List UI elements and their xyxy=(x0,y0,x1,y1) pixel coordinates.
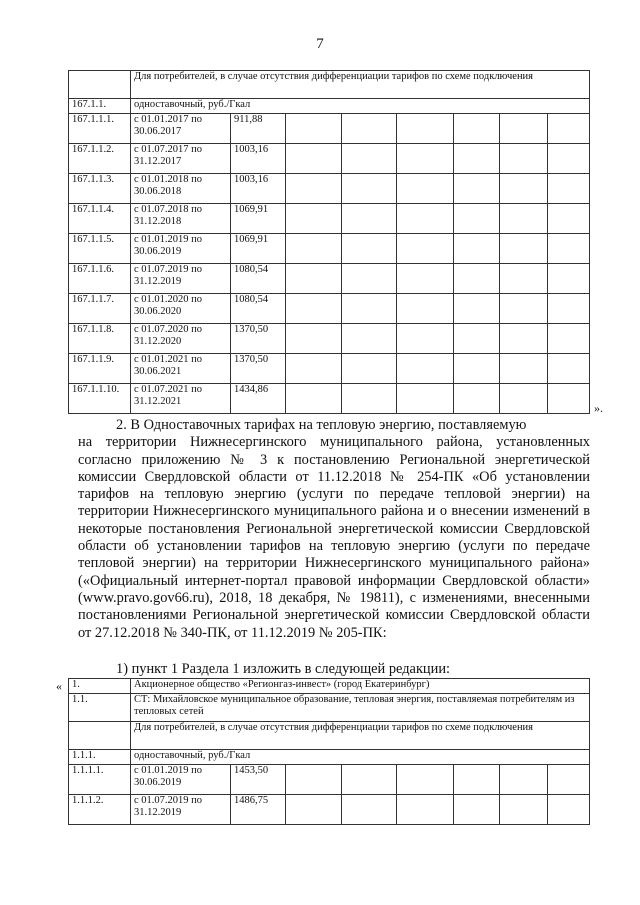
period-end: 30.06.2017 xyxy=(134,126,182,137)
table-row xyxy=(69,354,590,384)
empty-cell xyxy=(397,294,454,324)
empty-cell xyxy=(342,324,397,354)
empty-cell xyxy=(397,204,454,234)
empty-cell xyxy=(500,795,548,825)
item-heading: 1) пункт 1 Раздела 1 изложить в следующей редакции: xyxy=(116,661,451,677)
tariff-type-label: одноставочный, руб./Гкал xyxy=(131,99,590,114)
period-end: 31.12.2018 xyxy=(134,216,182,227)
period-start: с 01.01.2021 по xyxy=(134,354,203,365)
empty-cell xyxy=(286,204,342,234)
empty-cell xyxy=(286,264,342,294)
period-end: 31.12.2020 xyxy=(134,336,182,347)
empty-cell xyxy=(342,765,397,795)
tariff-table-1 xyxy=(68,70,590,414)
empty-cell xyxy=(548,174,590,204)
row-code: 167.1.1.7. xyxy=(69,294,131,324)
period-end: 31.12.2019 xyxy=(134,807,182,818)
empty-cell xyxy=(286,324,342,354)
period-cell xyxy=(131,114,231,144)
row-code: 1.1.1.1. xyxy=(69,765,131,795)
table-row xyxy=(69,204,590,234)
tariff-value: 1080,54 xyxy=(231,294,286,324)
empty-cell xyxy=(454,174,500,204)
tariff-table-2 xyxy=(68,678,590,825)
tariff-value: 1370,50 xyxy=(231,354,286,384)
table-row xyxy=(69,795,590,825)
empty-cell xyxy=(454,264,500,294)
paragraph-line: по передаче тепловой энергии) на территории Нижнесергинского xyxy=(78,538,590,572)
heat-system-description: СТ: Михайловское муниципальное образование, тепловая энергия, поставляемая потребителям из тепловых сетей xyxy=(131,694,590,722)
period-cell xyxy=(131,384,231,414)
empty-cell xyxy=(397,384,454,414)
row-code: 1. xyxy=(69,679,131,694)
empty-cell xyxy=(397,234,454,264)
empty-cell xyxy=(548,795,590,825)
empty-cell xyxy=(548,324,590,354)
paragraph-line: тарифов на тепловую энергию (услуги по передаче тепловой энергии) xyxy=(78,486,566,503)
paragraph-line: комиссии Свердловской области от 27.12.2018 № 340-ПК, от 11.12.2019 xyxy=(78,607,590,641)
empty-cell xyxy=(548,765,590,795)
empty-cell xyxy=(500,324,548,354)
tariff-value: 1370,50 xyxy=(231,324,286,354)
row-code: 1.1. xyxy=(69,694,131,722)
empty-cell xyxy=(500,144,548,174)
paragraph-line: комиссии Свердловской области от 11.12.2018 № 254-ПК «Об установлении xyxy=(78,468,590,485)
tariff-value: 1069,91 xyxy=(231,234,286,264)
tariff-type-label: одноставочный, руб./Гкал xyxy=(131,750,590,765)
empty-cell xyxy=(500,114,548,144)
empty-cell xyxy=(500,204,548,234)
row-code: 167.1.1.2. xyxy=(69,144,131,174)
tariff-value: 1486,75 xyxy=(231,795,286,825)
period-start: с 01.01.2019 по xyxy=(134,765,203,776)
tariff-value: 911,88 xyxy=(231,114,286,144)
table-group-row xyxy=(69,99,590,114)
empty-cell xyxy=(500,264,548,294)
empty-cell xyxy=(397,114,454,144)
table-group-row xyxy=(69,750,590,765)
period-start: с 01.07.2019 по xyxy=(134,264,203,275)
empty-cell xyxy=(342,144,397,174)
empty-cell xyxy=(342,204,397,234)
empty-cell xyxy=(397,354,454,384)
empty-cell xyxy=(342,114,397,144)
empty-cell xyxy=(500,174,548,204)
empty-cell xyxy=(397,174,454,204)
empty-cell xyxy=(286,114,342,144)
empty-cell xyxy=(397,264,454,294)
period-start: с 01.01.2018 по xyxy=(134,174,203,185)
period-cell xyxy=(131,234,231,264)
empty-cell xyxy=(548,354,590,384)
period-start: с 01.01.2020 по xyxy=(134,294,203,305)
paragraph-line: на территории Нижнесергинского муниципального района, установленных xyxy=(78,434,590,451)
paragraph-line: Свердловской области» (www.pravo.gov66.ru), 2018, 18 декабря, № 19811), xyxy=(78,572,590,606)
table-header-row xyxy=(69,71,590,99)
period-cell xyxy=(131,144,231,174)
row-code: 167.1.1.8. xyxy=(69,324,131,354)
empty-cell xyxy=(500,234,548,264)
period-start: с 01.07.2018 по xyxy=(134,204,203,215)
empty-cell xyxy=(454,294,500,324)
row-code: 167.1.1.5. xyxy=(69,234,131,264)
empty-cell xyxy=(500,294,548,324)
period-start: с 01.01.2017 по xyxy=(134,114,203,125)
organization-name: Акционерное общество «Регионгаз-инвест» (город Екатеринбург) xyxy=(131,679,590,694)
empty-cell xyxy=(286,765,342,795)
period-end: 30.06.2018 xyxy=(134,186,182,197)
period-start: с 01.07.2020 по xyxy=(134,324,203,335)
empty-cell xyxy=(286,174,342,204)
empty-cell xyxy=(548,294,590,324)
empty-cell xyxy=(454,384,500,414)
empty-cell xyxy=(454,765,500,795)
table-cell xyxy=(69,71,131,99)
empty-cell xyxy=(286,795,342,825)
empty-cell xyxy=(286,294,342,324)
table-row xyxy=(69,765,590,795)
paragraph-line: на территории Нижнесергинского муниципального района и о внесении xyxy=(78,486,590,520)
tariff-value: 1080,54 xyxy=(231,264,286,294)
empty-cell xyxy=(286,144,342,174)
period-start: с 01.01.2019 по xyxy=(134,234,203,245)
paragraph-line: с изменениями, внесенными постановлениями Региональной энергетической xyxy=(78,589,590,624)
empty-cell xyxy=(454,795,500,825)
organization-row xyxy=(69,679,590,694)
consumer-group-header: Для потребителей, в случае отсутствия дифференциации тарифов по схеме подключения xyxy=(131,71,590,99)
period-end: 30.06.2019 xyxy=(134,777,182,788)
tariff-value: 1453,50 xyxy=(231,765,286,795)
period-cell xyxy=(131,204,231,234)
paragraph-line: изменений в некоторые постановления Региональной энергетической комиссии xyxy=(78,503,590,537)
empty-cell xyxy=(454,234,500,264)
empty-cell xyxy=(342,294,397,324)
empty-cell xyxy=(548,114,590,144)
row-code: 167.1.1.10. xyxy=(69,384,131,414)
row-code: 167.1.1.9. xyxy=(69,354,131,384)
paragraph-line: Свердловской области об установлении тарифов на тепловую энергию (услуги xyxy=(78,520,590,555)
row-code: 167.1.1.3. xyxy=(69,174,131,204)
table-row xyxy=(69,264,590,294)
empty-cell xyxy=(342,795,397,825)
page-number: 7 xyxy=(316,36,324,52)
empty-cell xyxy=(397,324,454,354)
table-row xyxy=(69,174,590,204)
tariff-value: 1003,16 xyxy=(231,174,286,204)
empty-cell xyxy=(397,795,454,825)
empty-cell xyxy=(500,765,548,795)
paragraph-line: № 205-ПК: xyxy=(318,624,387,641)
row-code: 1.1.1.2. xyxy=(69,795,131,825)
tariff-value: 1434,86 xyxy=(231,384,286,414)
empty-cell xyxy=(397,765,454,795)
period-cell xyxy=(131,174,231,204)
empty-cell xyxy=(548,144,590,174)
empty-cell xyxy=(454,144,500,174)
empty-cell xyxy=(342,234,397,264)
empty-cell xyxy=(342,264,397,294)
empty-cell xyxy=(500,384,548,414)
paragraph-line: согласно приложению № 3 к постановлению Региональной энергетической xyxy=(78,451,590,468)
period-end: 31.12.2021 xyxy=(134,396,182,407)
tariff-value: 1003,16 xyxy=(231,144,286,174)
empty-cell xyxy=(548,264,590,294)
amendment-paragraph xyxy=(78,417,590,642)
table-row xyxy=(69,144,590,174)
opening-quote-mark: « xyxy=(56,679,62,693)
empty-cell xyxy=(454,204,500,234)
period-cell xyxy=(131,354,231,384)
row-code: 167.1.1.1. xyxy=(69,114,131,144)
period-end: 30.06.2020 xyxy=(134,306,182,317)
empty-cell xyxy=(286,234,342,264)
row-code: 1.1.1. xyxy=(69,750,131,765)
empty-cell xyxy=(548,204,590,234)
period-cell xyxy=(131,264,231,294)
period-start: с 01.07.2019 по xyxy=(134,795,203,806)
period-start: с 01.07.2017 по xyxy=(134,144,203,155)
empty-cell xyxy=(548,384,590,414)
row-code: 167.1.1. xyxy=(69,99,131,114)
empty-cell xyxy=(454,114,500,144)
empty-cell xyxy=(286,384,342,414)
heat-system-row xyxy=(69,694,590,722)
table-row xyxy=(69,324,590,354)
row-code: 167.1.1.4. xyxy=(69,204,131,234)
paragraph-line: муниципального района» («Официальный интернет-портал правовой информации xyxy=(78,555,590,589)
period-end: 30.06.2021 xyxy=(134,366,182,377)
row-code: 167.1.1.6. xyxy=(69,264,131,294)
empty-cell xyxy=(342,354,397,384)
period-cell xyxy=(131,765,231,795)
table-row xyxy=(69,384,590,414)
consumer-group-header: Для потребителей, в случае отсутствия дифференциации тарифов по схеме подключения xyxy=(131,722,590,750)
table-row xyxy=(69,294,590,324)
empty-cell xyxy=(454,354,500,384)
empty-cell xyxy=(500,354,548,384)
empty-cell xyxy=(454,324,500,354)
period-end: 31.12.2019 xyxy=(134,276,182,287)
period-cell xyxy=(131,294,231,324)
paragraph-line: 2. В Одноставочных тарифах на тепловую энергию, поставляемую xyxy=(116,417,527,433)
table-row xyxy=(69,234,590,264)
empty-cell xyxy=(397,144,454,174)
empty-cell xyxy=(286,354,342,384)
period-end: 31.12.2017 xyxy=(134,156,182,167)
period-cell xyxy=(131,324,231,354)
tariff-value: 1069,91 xyxy=(231,204,286,234)
closing-quote-mark: ». xyxy=(594,401,603,415)
table-header-row xyxy=(69,722,590,750)
table-row xyxy=(69,114,590,144)
period-start: с 01.07.2021 по xyxy=(134,384,203,395)
period-end: 30.06.2019 xyxy=(134,246,182,257)
empty-cell xyxy=(342,174,397,204)
table-cell xyxy=(69,722,131,750)
empty-cell xyxy=(342,384,397,414)
empty-cell xyxy=(548,234,590,264)
period-cell xyxy=(131,795,231,825)
